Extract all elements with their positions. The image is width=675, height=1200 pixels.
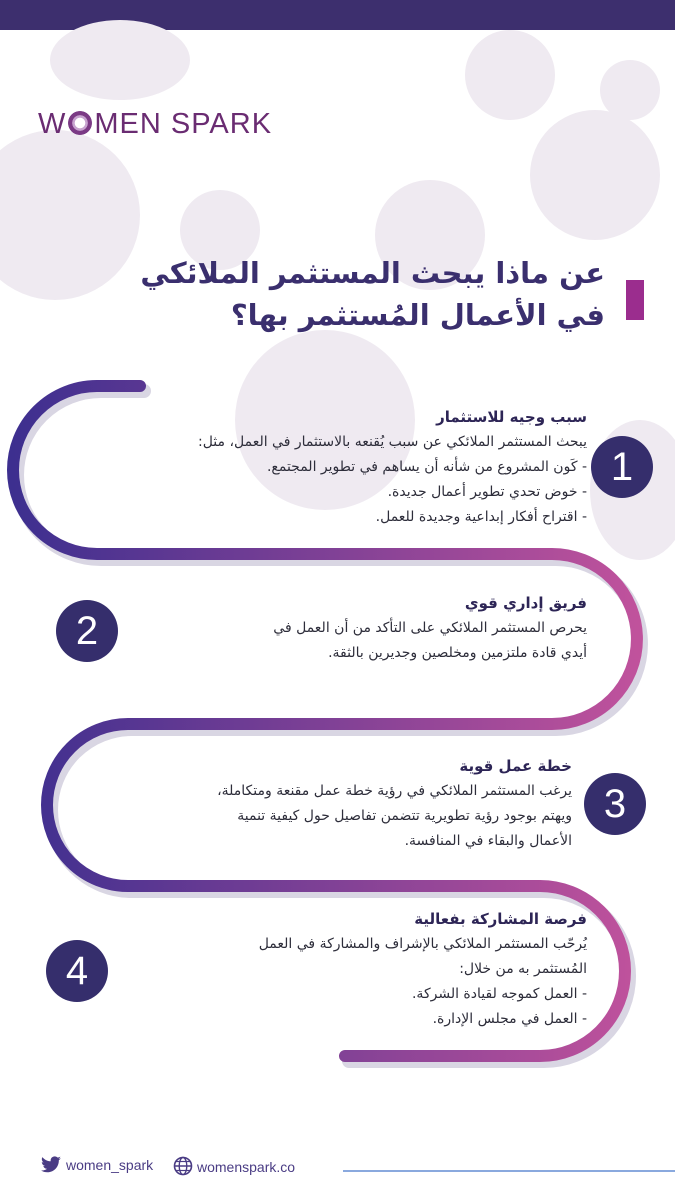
step-2-number: 2 [56, 600, 118, 662]
step-1-line: - كَون المشروع من شأنه أن يساهم في تطوير المجتمع. [266, 459, 587, 475]
step-4-heading: فرصة المشاركة بفعالية [414, 910, 587, 928]
step-3-line: يرغب المستثمر الملائكي في رؤية خطة عمل مقنعة ومتكاملة، [217, 783, 572, 799]
step-3-line: ويهتم بوجود رؤية تطويرية تتضمن تفاصيل حول كيفية تنمية [237, 808, 572, 824]
step-3 [72, 757, 572, 854]
step-1-line: - خوض تحدي تطوير أعمال جديدة. [387, 484, 587, 500]
step-4-number: 4 [46, 940, 108, 1002]
step-1-heading: سبب وجيه للاستثمار [436, 408, 587, 426]
step-1-number: 1 [591, 436, 653, 498]
twitter-link[interactable] [40, 1156, 153, 1174]
step-4 [127, 910, 587, 1032]
title-line-2: في الأعمال المُستثمر بها؟ [230, 298, 605, 332]
step-4-line: المُستثمر به من خلال: [459, 961, 587, 977]
globe-icon [173, 1156, 193, 1176]
step-4-line: - العمل كموجه لقيادة الشركة. [411, 986, 587, 1002]
step-4-line: يُرحّب المستثمر الملائكي بالإشراف والمشاركة في العمل [258, 936, 587, 952]
step-2 [137, 594, 587, 666]
step-2-heading: فريق إداري قوي [464, 594, 587, 612]
step-2-line: يحرص المستثمر الملائكي على التأكد من أن العمل في [273, 620, 587, 636]
step-2-line: أيدي قادة ملتزمين ومخلصين وجديرين بالثقة. [328, 645, 587, 661]
women-spark-logo: W MEN SPARK [38, 108, 273, 140]
step-1-line: يبحث المستثمر الملائكي عن سبب يُقنعه بالاستثمار في العمل، مثل: [197, 434, 587, 450]
twitter-icon [40, 1156, 62, 1174]
website-link[interactable] [173, 1156, 295, 1176]
step-1-line: - اقتراح أفكار إبداعية وجديدة للعمل. [375, 509, 587, 525]
step-3-number: 3 [584, 773, 646, 835]
title-line-1: عن ماذا يبحث المستثمر الملائكي [140, 256, 605, 290]
step-1 [27, 408, 587, 530]
website-url: womenspark.co [197, 1159, 296, 1175]
footer-divider [343, 1170, 675, 1172]
step-4-line: - العمل في مجلس الإدارة. [432, 1011, 587, 1027]
twitter-handle: women_spark [66, 1157, 154, 1173]
step-3-line: الأعمال والبقاء في المنافسة. [404, 833, 572, 849]
step-3-heading: خطة عمل قوية [459, 757, 572, 775]
